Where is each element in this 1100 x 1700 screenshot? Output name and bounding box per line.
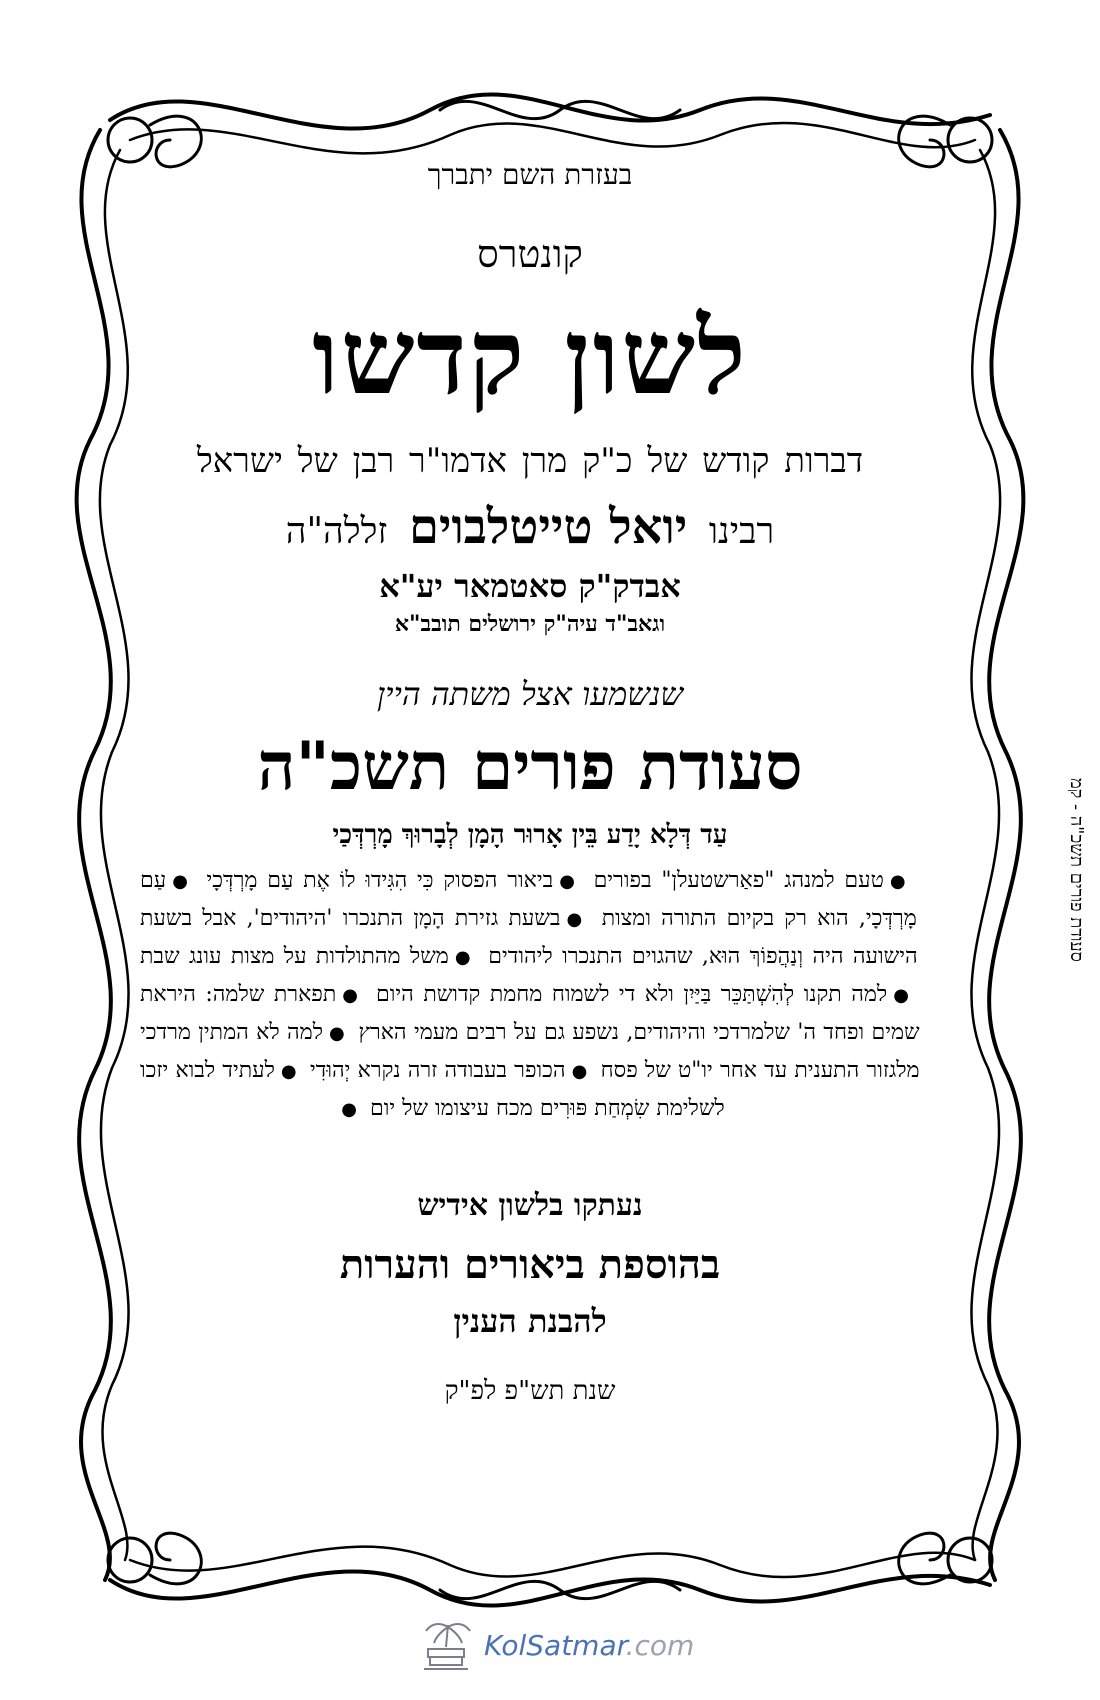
title-page [130, 150, 930, 1406]
topic-item: ביאור הפסוק כִּי הִגִּידוּ לוֹ אֶת עַם מָרְדְּכָי [206, 867, 554, 893]
topic-bullet: ● [454, 946, 473, 968]
topic-bullet: ● [566, 908, 586, 930]
topic-bullet: ● [571, 1060, 588, 1082]
site-logo[interactable] [420, 1615, 694, 1675]
topic-bullet: ● [172, 870, 191, 892]
logo-brand: KolSatmar [484, 1628, 626, 1662]
main-title: לשון קדשו [312, 295, 748, 418]
topics-list [140, 862, 920, 1128]
topic-item: עַם מָרְדְּכָי, הוא רק בקיום התורה ומצות [140, 867, 917, 931]
topic-item: משל מהתולדות על מצות עונג שבת [140, 943, 449, 969]
year-line: שנת תש"פ לפ"ק [444, 1375, 616, 1406]
ad-dlo-yoda-line: עַד דְּלָא יָדַע בֵּין אָרוּר הָמָן לְבָרוּךְ מָרְדְּכַי [332, 819, 728, 850]
topic-bullet: ● [280, 1060, 297, 1082]
rabbi-suffix: זללה"ה [285, 510, 388, 552]
logo-text [484, 1629, 694, 1662]
seuda-title: סעודת פורים תשכ"ה [257, 726, 803, 805]
topic-bullet: ● [329, 1022, 346, 1044]
palm-tree-books-icon [420, 1617, 472, 1673]
topic-item: תפארת שלמה: היראת שמים ופחד ה' שלמרדכי והיהודים, נשפע גם על רבים מעמי הארץ [140, 981, 920, 1045]
topic-item: בשעת גזירת הָמָן התנכרו 'היהודים', אבל בשעת הישועה היה וְנַהֲפוֹךְ הוּא, שהגוים התנכרו ליהודים [140, 905, 918, 969]
topic-bullet: ● [889, 870, 909, 892]
divrei-line: דברות קודש של כ"ק מרן אדמו"ר רבן של ישראל [196, 440, 864, 481]
topic-bullet: ● [342, 984, 361, 1006]
av-beis-din-line: אבדק"ק סאטמאר יע"א [379, 566, 681, 605]
topic-bullet: ● [893, 984, 912, 1006]
rabbi-prefix: רבינו [708, 510, 775, 552]
heard-line: שנשמעו אצל משתה היין [376, 674, 683, 713]
topic-item: למה לא המתין מרדכי מלגזור התענית עד אחר יו"ט של פסח [140, 1019, 920, 1083]
translated-line: נעתקו בלשון אידיש [417, 1187, 643, 1223]
topic-bullet: ● [341, 1098, 357, 1120]
rabbi-name: יואל טייטלבוים [408, 498, 688, 555]
topic-item: לעתיד לבוא יזכו לשלימת שִׂמְחַת פּוּרִים מכח עיצומו של יום [140, 1057, 725, 1121]
topic-item: טעם למנהג "פאַרשטעלן" בפורים [593, 867, 884, 893]
side-note: סעודת פורים תשכ"ה - קמ [1066, 778, 1087, 962]
topic-item: למה תקנו לְהִשְׁתַּכֵּר בַּיַּיִן ולא די לשמוח מחמת קדושת היום [376, 981, 888, 1007]
header-blessing: בעזרת השם יתברך [427, 158, 633, 191]
logo-domain: .com [625, 1628, 695, 1662]
topic-item: הכופר בעבודה זרה נקרא יְהוּדִי [309, 1057, 566, 1083]
additions-line: בהוספת ביאורים והערות [339, 1240, 721, 1288]
kuntres-label: קונטרס [477, 232, 583, 276]
rabbi-line [130, 499, 930, 555]
understanding-line: להבנת הענין [453, 1301, 607, 1340]
topic-bullet: ● [559, 870, 578, 892]
jerusalem-line: וגאב"ד עיה"ק ירושלים תובב"א [394, 610, 666, 637]
